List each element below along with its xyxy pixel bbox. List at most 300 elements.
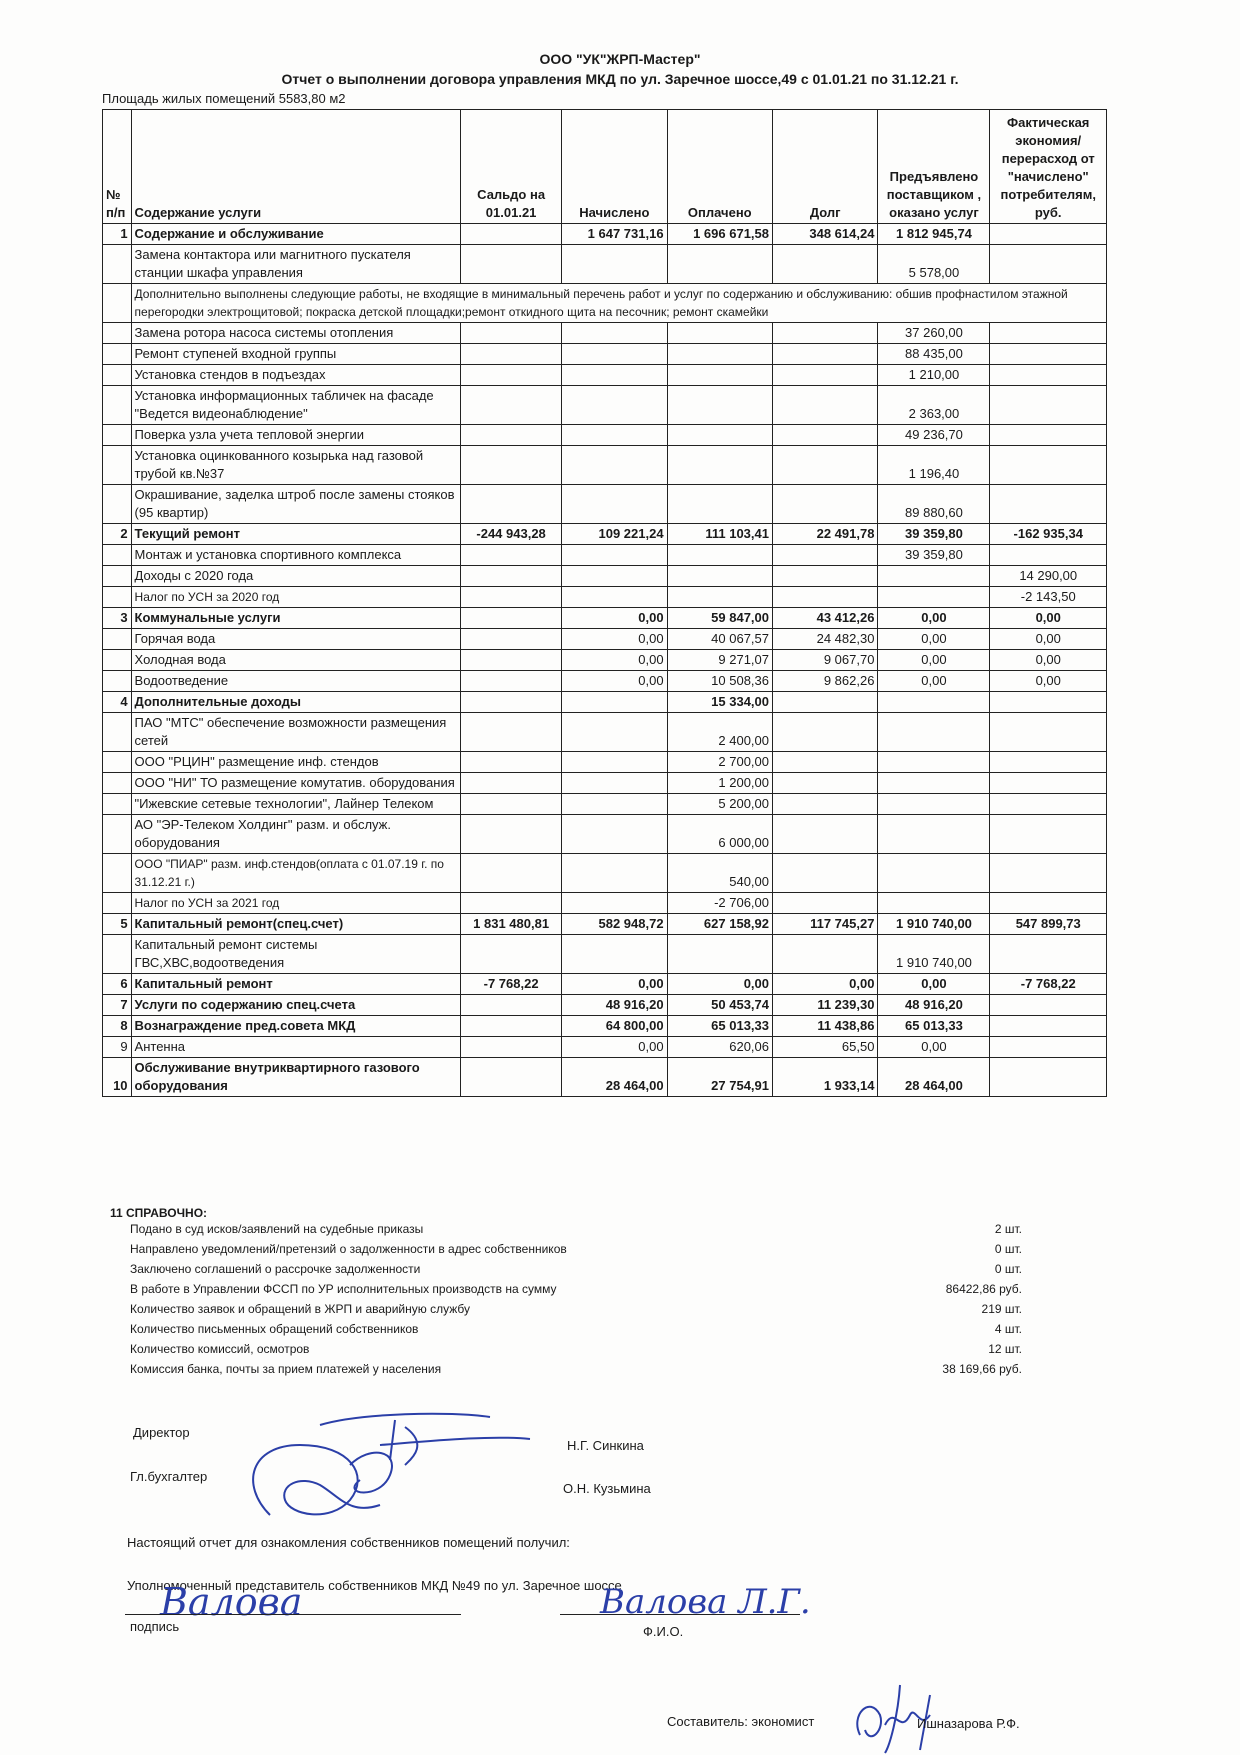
- row-number: [103, 671, 132, 692]
- row-number: [103, 587, 132, 608]
- service-name: Окрашивание, заделка штроб после замены стояков (95 квартир): [131, 485, 461, 524]
- reference-value: 12 шт.: [988, 1342, 1022, 1356]
- cell-saldo: [461, 245, 562, 284]
- cell-saldo: [461, 893, 562, 914]
- cell-debt: [773, 545, 878, 566]
- table-row: [103, 344, 1107, 365]
- cell-presented: [878, 587, 990, 608]
- cell-economy: [990, 1037, 1107, 1058]
- row-number: [103, 344, 132, 365]
- row-number: 9: [103, 1037, 132, 1058]
- cell-accrued: 0,00: [562, 1037, 667, 1058]
- table-row: [103, 893, 1107, 914]
- cell-presented: 0,00: [878, 671, 990, 692]
- row-number: 6: [103, 974, 132, 995]
- service-name: Налог по УСН за 2021 год: [131, 893, 461, 914]
- cell-saldo: [461, 854, 562, 893]
- cell-presented: 88 435,00: [878, 344, 990, 365]
- row-number: [103, 752, 132, 773]
- cell-presented: [878, 692, 990, 713]
- cell-saldo: [461, 1037, 562, 1058]
- cell-accrued: [562, 815, 667, 854]
- row-number: [103, 365, 132, 386]
- cell-saldo: 1 831 480,81: [461, 914, 562, 935]
- cell-saldo: [461, 794, 562, 815]
- cell-economy: 547 899,73: [990, 914, 1107, 935]
- received-note: Настоящий отчет для ознакомления собственников помещений получил:: [127, 1535, 570, 1550]
- cell-presented: 48 916,20: [878, 995, 990, 1016]
- service-name: ООО "РЦИН" размещение инф. стендов: [131, 752, 461, 773]
- row-number: [103, 629, 132, 650]
- cell-accrued: [562, 713, 667, 752]
- cell-presented: 49 236,70: [878, 425, 990, 446]
- cell-accrued: 0,00: [562, 671, 667, 692]
- representative-line: Уполномоченный представитель собственников МКД №49 по ул. Заречное шоссе: [127, 1578, 622, 1593]
- cell-accrued: [562, 773, 667, 794]
- compiler-name: Ишназарова Р.Ф.: [917, 1716, 1020, 1731]
- cell-saldo: -7 768,22: [461, 974, 562, 995]
- cell-accrued: [562, 794, 667, 815]
- cell-economy: [990, 995, 1107, 1016]
- reference-value: 38 169,66 руб.: [942, 1362, 1022, 1376]
- cell-paid: [667, 323, 772, 344]
- cell-economy: [990, 545, 1107, 566]
- signature-line: [125, 1614, 461, 1615]
- col-header-service: Содержание услуги: [131, 110, 461, 224]
- cell-debt: [773, 323, 878, 344]
- cell-economy: [990, 323, 1107, 344]
- cell-accrued: [562, 893, 667, 914]
- cell-saldo: [461, 815, 562, 854]
- table-row: [103, 425, 1107, 446]
- cell-presented: 0,00: [878, 650, 990, 671]
- reference-item: [102, 1342, 1022, 1362]
- service-name: Капитальный ремонт(спец.счет): [131, 914, 461, 935]
- row-number: [103, 485, 132, 524]
- cell-debt: [773, 893, 878, 914]
- report-title: Отчет о выполнении договора управления МКД по ул. Заречное шоссе,49 с 01.01.21 по 31.12.21 г.: [281, 71, 959, 87]
- cell-paid: [667, 935, 772, 974]
- cell-debt: [773, 446, 878, 485]
- reference-label: Заключено соглашений о рассрочке задолженности: [130, 1262, 421, 1276]
- service-name: Вознаграждение пред.совета МКД: [131, 1016, 461, 1037]
- cell-presented: 39 359,80: [878, 545, 990, 566]
- service-name: Налог по УСН за 2020 год: [131, 587, 461, 608]
- table-row: [103, 524, 1107, 545]
- reference-label: Количество письменных обращений собственников: [130, 1322, 419, 1336]
- cell-paid: 65 013,33: [667, 1016, 772, 1037]
- service-name: Установка стендов в подъездах: [131, 365, 461, 386]
- cell-accrued: [562, 935, 667, 974]
- cell-accrued: [562, 446, 667, 485]
- row-number: [103, 893, 132, 914]
- cell-accrued: [562, 854, 667, 893]
- cell-accrued: [562, 425, 667, 446]
- cell-debt: 348 614,24: [773, 224, 878, 245]
- cell-debt: [773, 344, 878, 365]
- table-row: [103, 629, 1107, 650]
- reference-label: Подано в суд исков/заявлений на судебные приказы: [130, 1222, 424, 1236]
- row-number: [103, 545, 132, 566]
- cell-debt: [773, 773, 878, 794]
- reference-item: [102, 1302, 1022, 1322]
- cell-debt: [773, 485, 878, 524]
- cell-paid: 627 158,92: [667, 914, 772, 935]
- table-row: [103, 815, 1107, 854]
- cell-debt: [773, 935, 878, 974]
- cell-presented: [878, 854, 990, 893]
- cell-paid: 0,00: [667, 974, 772, 995]
- cell-debt: 22 491,78: [773, 524, 878, 545]
- cell-debt: 9 067,70: [773, 650, 878, 671]
- reference-label: Направлено уведомлений/претензий о задолженности в адрес собственников: [130, 1242, 567, 1256]
- col-header-debt: Долг: [773, 110, 878, 224]
- report-table: [102, 109, 1107, 1097]
- reference-value: 0 шт.: [994, 1262, 1022, 1276]
- cell-accrued: [562, 344, 667, 365]
- cell-paid: 59 847,00: [667, 608, 772, 629]
- cell-paid: -2 706,00: [667, 893, 772, 914]
- cell-presented: 0,00: [878, 608, 990, 629]
- table-row: [103, 650, 1107, 671]
- cell-debt: [773, 587, 878, 608]
- service-name: Ремонт ступеней входной группы: [131, 344, 461, 365]
- reference-value: 4 шт.: [994, 1322, 1022, 1336]
- cell-presented: 2 363,00: [878, 386, 990, 425]
- service-name: Монтаж и установка спортивного комплекса: [131, 545, 461, 566]
- row-number: [103, 713, 132, 752]
- cell-economy: [990, 773, 1107, 794]
- cell-paid: [667, 245, 772, 284]
- cell-debt: [773, 386, 878, 425]
- cell-presented: 89 880,60: [878, 485, 990, 524]
- cell-debt: 9 862,26: [773, 671, 878, 692]
- cell-debt: 1 933,14: [773, 1058, 878, 1097]
- cell-paid: 6 000,00: [667, 815, 772, 854]
- table-row: [103, 671, 1107, 692]
- cell-economy: 0,00: [990, 650, 1107, 671]
- reference-section: [102, 1206, 1022, 1382]
- table-row: [103, 446, 1107, 485]
- service-name: Обслуживание внутриквартирного газового оборудования: [131, 1058, 461, 1097]
- col-header-saldo: Сальдо на 01.01.21: [461, 110, 562, 224]
- cell-paid: [667, 386, 772, 425]
- cell-presented: 0,00: [878, 629, 990, 650]
- cell-paid: 50 453,74: [667, 995, 772, 1016]
- cell-saldo: [461, 365, 562, 386]
- row-number: [103, 650, 132, 671]
- cell-presented: 37 260,00: [878, 323, 990, 344]
- director-name: Н.Г. Синкина: [567, 1438, 644, 1453]
- service-name: Услуги по содержанию спец.счета: [131, 995, 461, 1016]
- cell-saldo: [461, 629, 562, 650]
- col-header-presented: Предъявлено поставщиком , оказано услуг: [878, 110, 990, 224]
- cell-paid: 111 103,41: [667, 524, 772, 545]
- row-number: [103, 323, 132, 344]
- table-row: [103, 713, 1107, 752]
- cell-presented: [878, 794, 990, 815]
- service-name: Замена контактора или магнитного пускателя станции шкафа управления: [131, 245, 461, 284]
- service-name: Поверка узла учета тепловой энергии: [131, 425, 461, 446]
- cell-accrued: [562, 752, 667, 773]
- signature-label: подпись: [130, 1619, 180, 1634]
- row-number: 7: [103, 995, 132, 1016]
- cell-economy: 0,00: [990, 608, 1107, 629]
- cell-accrued: [562, 587, 667, 608]
- table-row: [103, 935, 1107, 974]
- cell-saldo: [461, 608, 562, 629]
- cell-debt: 65,50: [773, 1037, 878, 1058]
- reference-item: [102, 1262, 1022, 1282]
- cell-paid: 15 334,00: [667, 692, 772, 713]
- cell-debt: 11 438,86: [773, 1016, 878, 1037]
- cell-debt: [773, 752, 878, 773]
- cell-paid: [667, 365, 772, 386]
- reference-item: [102, 1322, 1022, 1342]
- table-row: [103, 1037, 1107, 1058]
- cell-saldo: [461, 446, 562, 485]
- cell-paid: 1 696 671,58: [667, 224, 772, 245]
- cell-presented: 1 210,00: [878, 365, 990, 386]
- cell-economy: [990, 893, 1107, 914]
- cell-economy: [990, 245, 1107, 284]
- reference-label: В работе в Управлении ФССП по УР исполнительных производств на сумму: [130, 1282, 557, 1296]
- compiler-label: Составитель: экономист: [667, 1714, 815, 1729]
- company-name: ООО "УК"ЖРП-Мастер": [539, 51, 701, 67]
- reference-value: 2 шт.: [994, 1222, 1022, 1236]
- cell-presented: [878, 566, 990, 587]
- service-name: Холодная вода: [131, 650, 461, 671]
- cell-presented: [878, 893, 990, 914]
- table-row: [103, 692, 1107, 713]
- service-name: Доходы с 2020 года: [131, 566, 461, 587]
- cell-economy: [990, 794, 1107, 815]
- cell-paid: 40 067,57: [667, 629, 772, 650]
- reference-item: [102, 1242, 1022, 1262]
- service-name: Капитальный ремонт системы ГВС,ХВС,водоотведения: [131, 935, 461, 974]
- col-header-no: № п/п: [103, 110, 132, 224]
- cell-presented: 5 578,00: [878, 245, 990, 284]
- representative-signature: Валова: [160, 1580, 303, 1624]
- table-row: [103, 386, 1107, 425]
- cell-debt: 117 745,27: [773, 914, 878, 935]
- cell-economy: [990, 692, 1107, 713]
- living-area: Площадь жилых помещений 5583,80 м2: [102, 91, 346, 106]
- cell-saldo: [461, 386, 562, 425]
- cell-debt: [773, 815, 878, 854]
- row-number: [103, 425, 132, 446]
- reference-item: [102, 1362, 1022, 1382]
- row-number: [103, 815, 132, 854]
- cell-saldo: [461, 566, 562, 587]
- table-row: [103, 245, 1107, 284]
- cell-debt: [773, 245, 878, 284]
- reference-heading: 11 СПРАВОЧНО:: [110, 1206, 208, 1220]
- cell-presented: 1 910 740,00: [878, 914, 990, 935]
- cell-paid: 27 754,91: [667, 1058, 772, 1097]
- table-body: [103, 224, 1107, 1097]
- cell-economy: [990, 386, 1107, 425]
- table-row: [103, 854, 1107, 893]
- cell-debt: [773, 692, 878, 713]
- cell-saldo: [461, 995, 562, 1016]
- cell-saldo: [461, 692, 562, 713]
- cell-accrued: 0,00: [562, 629, 667, 650]
- cell-saldo: -244 943,28: [461, 524, 562, 545]
- table-row: [103, 974, 1107, 995]
- cell-accrued: 582 948,72: [562, 914, 667, 935]
- reference-item: [102, 1222, 1022, 1242]
- table-row: [103, 1016, 1107, 1037]
- cell-presented: 0,00: [878, 1037, 990, 1058]
- reference-label: Комиссия банка, почты за прием платежей у населения: [130, 1362, 442, 1376]
- cell-debt: [773, 566, 878, 587]
- cell-debt: 0,00: [773, 974, 878, 995]
- table-row: [103, 608, 1107, 629]
- cell-saldo: [461, 485, 562, 524]
- reference-item: [102, 1282, 1022, 1302]
- cell-paid: 2 700,00: [667, 752, 772, 773]
- cell-economy: -7 768,22: [990, 974, 1107, 995]
- cell-presented: [878, 773, 990, 794]
- table-row: [103, 224, 1107, 245]
- row-number: [103, 284, 132, 323]
- col-header-accrued: Начислено: [562, 110, 667, 224]
- fio-line: [560, 1614, 800, 1615]
- cell-debt: [773, 794, 878, 815]
- cell-accrued: [562, 365, 667, 386]
- service-name: Установка информационных табличек на фасаде "Ведется видеонаблюдение": [131, 386, 461, 425]
- cell-economy: [990, 752, 1107, 773]
- cell-saldo: [461, 935, 562, 974]
- director-title: Директор: [133, 1425, 190, 1440]
- row-number: [103, 935, 132, 974]
- cell-paid: 9 271,07: [667, 650, 772, 671]
- table-row: [103, 773, 1107, 794]
- cell-accrued: 0,00: [562, 974, 667, 995]
- reference-value: 86422,86 руб.: [945, 1282, 1022, 1296]
- col-header-economy: Фактическая экономия/перерасход от "начислено" потребителям, руб.: [990, 110, 1107, 224]
- cell-accrued: [562, 545, 667, 566]
- cell-presented: [878, 815, 990, 854]
- cell-accrued: [562, 692, 667, 713]
- accountant-title: Гл.бухгалтер: [130, 1469, 208, 1484]
- service-name: ООО "ПИАР" разм. инф.стендов(оплата с 01.07.19 г. по 31.12.21 г.): [131, 854, 461, 893]
- service-name: Содержание и обслуживание: [131, 224, 461, 245]
- table-row: [103, 284, 1107, 323]
- reference-label: Количество комиссий, осмотров: [130, 1342, 310, 1356]
- cell-saldo: [461, 323, 562, 344]
- cell-economy: -2 143,50: [990, 587, 1107, 608]
- cell-debt: 24 482,30: [773, 629, 878, 650]
- table-row: [103, 566, 1107, 587]
- service-name: Установка оцинкованного козырька над газовой трубой кв.№37: [131, 446, 461, 485]
- row-number: [103, 245, 132, 284]
- cell-presented: 1 910 740,00: [878, 935, 990, 974]
- row-number: 1: [103, 224, 132, 245]
- table-row: [103, 365, 1107, 386]
- table-row: [103, 914, 1107, 935]
- table-row: [103, 545, 1107, 566]
- service-name: Горячая вода: [131, 629, 461, 650]
- table-row: [103, 485, 1107, 524]
- cell-economy: [990, 425, 1107, 446]
- cell-paid: [667, 485, 772, 524]
- service-name: АО "ЭР-Телеком Холдинг" разм. и обслуж. оборудования: [131, 815, 461, 854]
- cell-accrued: [562, 485, 667, 524]
- cell-accrued: [562, 245, 667, 284]
- cell-debt: [773, 713, 878, 752]
- cell-economy: 0,00: [990, 671, 1107, 692]
- table-header-row: [103, 110, 1107, 224]
- cell-accrued: 64 800,00: [562, 1016, 667, 1037]
- service-name: Водоотведение: [131, 671, 461, 692]
- row-number: 3: [103, 608, 132, 629]
- reference-list: [102, 1222, 1022, 1382]
- cell-paid: 620,06: [667, 1037, 772, 1058]
- cell-paid: [667, 566, 772, 587]
- service-name: Дополнительные доходы: [131, 692, 461, 713]
- cell-economy: [990, 365, 1107, 386]
- cell-saldo: [461, 671, 562, 692]
- cell-economy: [990, 854, 1107, 893]
- table-row: [103, 794, 1107, 815]
- cell-presented: 0,00: [878, 974, 990, 995]
- cell-economy: [990, 224, 1107, 245]
- cell-saldo: [461, 1016, 562, 1037]
- cell-paid: [667, 446, 772, 485]
- service-name: Замена ротора насоса системы отопления: [131, 323, 461, 344]
- compiler-signature-drawing: [840, 1675, 950, 1755]
- cell-presented: [878, 713, 990, 752]
- service-name: Капитальный ремонт: [131, 974, 461, 995]
- cell-presented: 1 812 945,74: [878, 224, 990, 245]
- cell-paid: 2 400,00: [667, 713, 772, 752]
- cell-paid: [667, 587, 772, 608]
- row-number: 5: [103, 914, 132, 935]
- cell-economy: [990, 815, 1107, 854]
- cell-saldo: [461, 425, 562, 446]
- cell-accrued: 28 464,00: [562, 1058, 667, 1097]
- reference-value: 0 шт.: [994, 1242, 1022, 1256]
- additional-works-note: Дополнительно выполнены следующие работы, не входящие в минимальный перечень работ и услуг по содержанию и обслуживанию: обшив профнастилом этажной перегородки электрощитовой; покраска детской площадки;ремонт откидного щита на песочник; ремонт скамейки: [131, 284, 1106, 323]
- cell-paid: [667, 425, 772, 446]
- cell-paid: [667, 344, 772, 365]
- representative-fio-handwritten: Валова Л.Г.: [600, 1582, 811, 1622]
- cell-accrued: [562, 566, 667, 587]
- row-number: 8: [103, 1016, 132, 1037]
- cell-saldo: [461, 713, 562, 752]
- cell-saldo: [461, 344, 562, 365]
- cell-economy: [990, 1016, 1107, 1037]
- row-number: 4: [103, 692, 132, 713]
- cell-accrued: 48 916,20: [562, 995, 667, 1016]
- cell-economy: 0,00: [990, 629, 1107, 650]
- cell-accrued: [562, 386, 667, 425]
- row-number: [103, 773, 132, 794]
- cell-saldo: [461, 650, 562, 671]
- cell-presented: 28 464,00: [878, 1058, 990, 1097]
- table-row: [103, 323, 1107, 344]
- cell-saldo: [461, 773, 562, 794]
- cell-economy: [990, 713, 1107, 752]
- cell-accrued: [562, 323, 667, 344]
- cell-saldo: [461, 224, 562, 245]
- cell-debt: [773, 365, 878, 386]
- cell-accrued: 0,00: [562, 650, 667, 671]
- cell-paid: [667, 545, 772, 566]
- cell-accrued: 1 647 731,16: [562, 224, 667, 245]
